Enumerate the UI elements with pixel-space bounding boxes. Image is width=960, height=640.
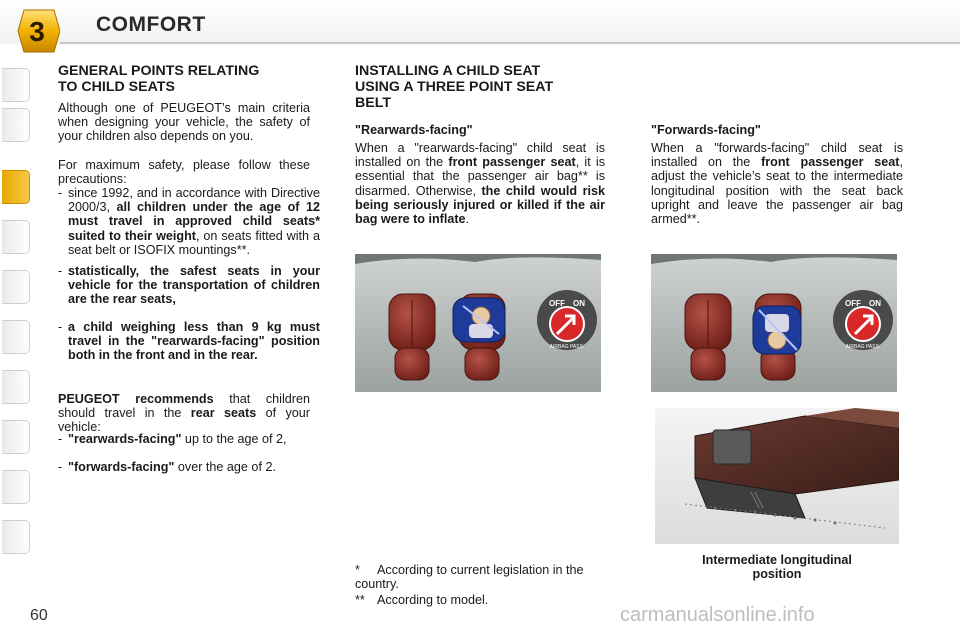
watermark: carmanualsonline.info [620,604,815,626]
airbag-switch-off [537,290,597,350]
chapter-tab-5[interactable] [2,270,30,304]
recommend-paragraph: PEUGEOT recommends that children should travel in the rear seats of your vehicle: [58,392,311,435]
airbag-switch-on [833,290,893,350]
chapter-tab-9[interactable] [2,470,30,504]
svg-text:AIRBAG PASS.: AIRBAG PASS. [845,344,881,350]
general-points-heading: GENERAL POINTS RELATING TO CHILD SEATS [58,63,260,95]
safety-lead: For maximum safety, please follow these precautions: [58,158,310,187]
chapter-badge [14,8,60,54]
svg-text:OFF: OFF [845,299,861,308]
chapter-tab-strip [0,60,34,580]
chapter-tab-6[interactable] [2,320,30,354]
intro-paragraph: Although one of PEUGEOT’s main criteria when designing your vehicle, the safety of your children also depends on you. [58,101,310,144]
chapter-number: 3 [29,16,45,47]
forwards-facing-text: When a "forwards-facing" child seat is installed on the front passenger seat, adjust the vehicle’s seat to the intermediate longitudinal position with the seat back upright and leave the passenger air bag armed**. [651,141,903,227]
installing-heading: INSTALLING A CHILD SEAT USING A THREE POINT SEAT BELT [355,63,554,111]
rearwards-child-seat [453,298,505,342]
svg-text:ON: ON [869,299,881,308]
chapter-tab-10[interactable] [2,520,30,554]
precaution-item-2: - statistically, the safest seats in your vehicle for the transportation of children are the rear seats, [58,264,320,307]
chapter-tab-4[interactable] [2,220,30,254]
svg-text:ON: ON [573,299,585,308]
seat-position-caption: Intermediate longitudinal position [702,553,852,582]
forwards-child-seat [753,306,801,354]
driver-seat [389,294,435,380]
forwards-facing-subhead: "Forwards-facing" [651,123,761,137]
footnote-model: ** According to model. [355,593,489,607]
precaution-item-3: - a child weighing less than 9 kg must travel in the "rearwards-facing" position both in the front and in the rear. [58,320,320,363]
rearwards-facing-figure [355,254,601,392]
svg-text:AIRBAG PASS.: AIRBAG PASS. [549,344,585,350]
forwards-facing-figure [651,254,897,392]
header-rule [60,42,960,44]
chapter-tab-2[interactable] [2,108,30,142]
chapter-tab-3-active[interactable] [2,170,30,204]
chapter-tab-8[interactable] [2,420,30,454]
precaution-item-1: - since 1992, and in accordance with Directive 2000/3, all children under the age of 12 must travel in approved child seats* suited to their weight, on seats fitted with a seat belt or ISOFIX mountings**. [58,186,320,257]
footnote-legislation: * According to current legislation in the country. [355,563,584,592]
age-item-rearwards: - "rearwards-facing" up to the age of 2, [58,432,287,446]
chapter-title: COMFORT [96,13,206,36]
chapter-tab-7[interactable] [2,370,30,404]
seat-position-figure [655,408,899,544]
page-number: 60 [30,607,48,624]
rearwards-facing-text: When a "rearwards-facing" child seat is installed on the front passenger seat, it is essential that the passenger air bag** is disarmed. Otherwise, the child would risk being seriously injured or killed if the air bag were to inflate. [355,141,606,227]
seat-lever [713,430,751,464]
chapter-tab-1[interactable] [2,68,30,102]
svg-text:OFF: OFF [549,299,565,308]
age-item-forwards: - "forwards-facing" over the age of 2. [58,460,276,474]
driver-seat [685,294,731,380]
rearwards-facing-subhead: "Rearwards-facing" [355,123,473,137]
